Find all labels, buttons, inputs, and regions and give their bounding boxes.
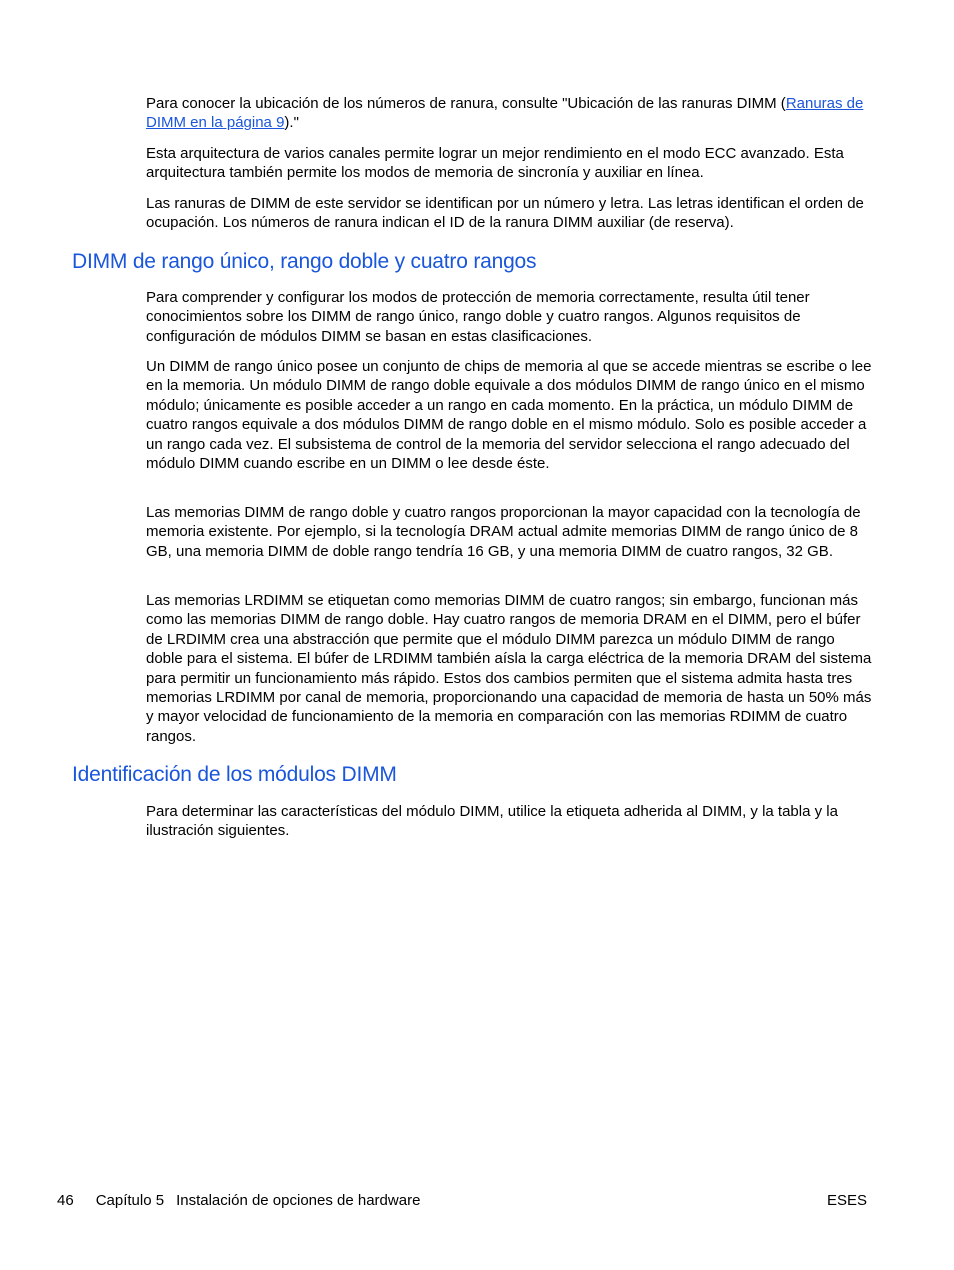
- footer-chapter: Capítulo 5: [95, 1192, 165, 1209]
- intro-paragraph-1: [146, 94, 874, 133]
- footer-lang-code: ESES: [826, 1192, 867, 1209]
- slot-location-link[interactable]: Ranuras de DIMM en la página 9: [146, 95, 864, 132]
- intro-paragraph-3: Las ranuras de DIMM de este servidor se identifican por un número y letra. Las letras identifican el orden de ocupación. Los números de ranura indican el ID de la ranura DIMM auxiliar (de reserva).: [146, 195, 864, 232]
- footer-chapter-title: Instalación de opciones de hardware: [176, 1192, 421, 1209]
- intro-text-before-link: Para conocer la ubicación de los números de ranura, consulte "Ubicación de las ranuras DIMM (: [146, 95, 786, 112]
- footer-page-number: 46: [57, 1192, 74, 1209]
- ranks-paragraph-2: Un DIMM de rango único posee un conjunto de chips de memoria al que se accede mientras se escribe o lee en la memoria. Un módulo DIMM de rango doble equivale a dos módulos DIMM de rango único en el mismo módulo; únicamente es posible acceder a un rango en cada momento. En la práctica, un módulo DIMM de cuatro rangos equivale a dos módulos DIMM de rango doble en el mismo módulo. Solo es posible acceder a un rango cada vez. El subsistema de control de la memoria del servidor selecciona el rango adecuado del módulo DIMM cuando escribe en un DIMM o lee desde éste.: [146, 358, 872, 473]
- footer-left: [57, 1191, 420, 1210]
- ranks-paragraph-1: Para comprender y configurar los modos de protección de memoria correctamente, resulta útil tener conocimientos sobre los DIMM de rango único, rango doble y cuatro rangos. Algunos requisitos de configuración de módulos DIMM se basan en estas clasificaciones.: [146, 289, 810, 345]
- section-heading-dimm-identification: Identificación de los módulos DIMM: [72, 763, 397, 786]
- ranks-paragraph-4: Las memorias LRDIMM se etiquetan como memorias DIMM de cuatro rangos; sin embargo, funcionan más como las memorias DIMM de rango doble. Hay cuatro rangos de memoria DRAM en el DIMM, pero el búfer de LRDIMM crea una abstracción que permite que el módulo DIMM parezca un módulo DIMM de rango doble para el sistema. El búfer de LRDIMM también aísla la carga eléctrica de la memoria DRAM del sistema para permitir un funcionamiento más rápido. Estos dos cambios permiten que el sistema admita hasta tres memorias LRDIMM por canal de memoria, proporcionando una capacidad de memoria de hasta un 50% más y mayor velocidad de funcionamiento de la memoria en comparación con las memorias RDIMM de cuatro rangos.: [146, 592, 872, 745]
- ranks-paragraph-3: Las memorias DIMM de rango doble y cuatro rangos proporcionan la mayor capacidad con la tecnología de memoria existente. Por ejemplo, si la tecnología DRAM actual admite memorias DIMM de rango único de 8 GB, una memoria DIMM de doble rango tendría 16 GB, y una memoria DIMM de cuatro rangos, 32 GB.: [146, 504, 861, 560]
- intro-paragraph-2: Esta arquitectura de varios canales permite lograr un mejor rendimiento en el modo ECC avanzado. Esta arquitectura también permite los modos de memoria de sincronía y auxiliar en línea.: [146, 145, 844, 182]
- identification-paragraph-1: Para determinar las características del módulo DIMM, utilice la etiqueta adherida al DIMM, y la tabla y la ilustración siguientes.: [146, 803, 838, 840]
- intro-text-after-link: ).": [284, 114, 299, 132]
- section-heading-dimm-ranks: DIMM de rango único, rango doble y cuatro rangos: [72, 250, 537, 273]
